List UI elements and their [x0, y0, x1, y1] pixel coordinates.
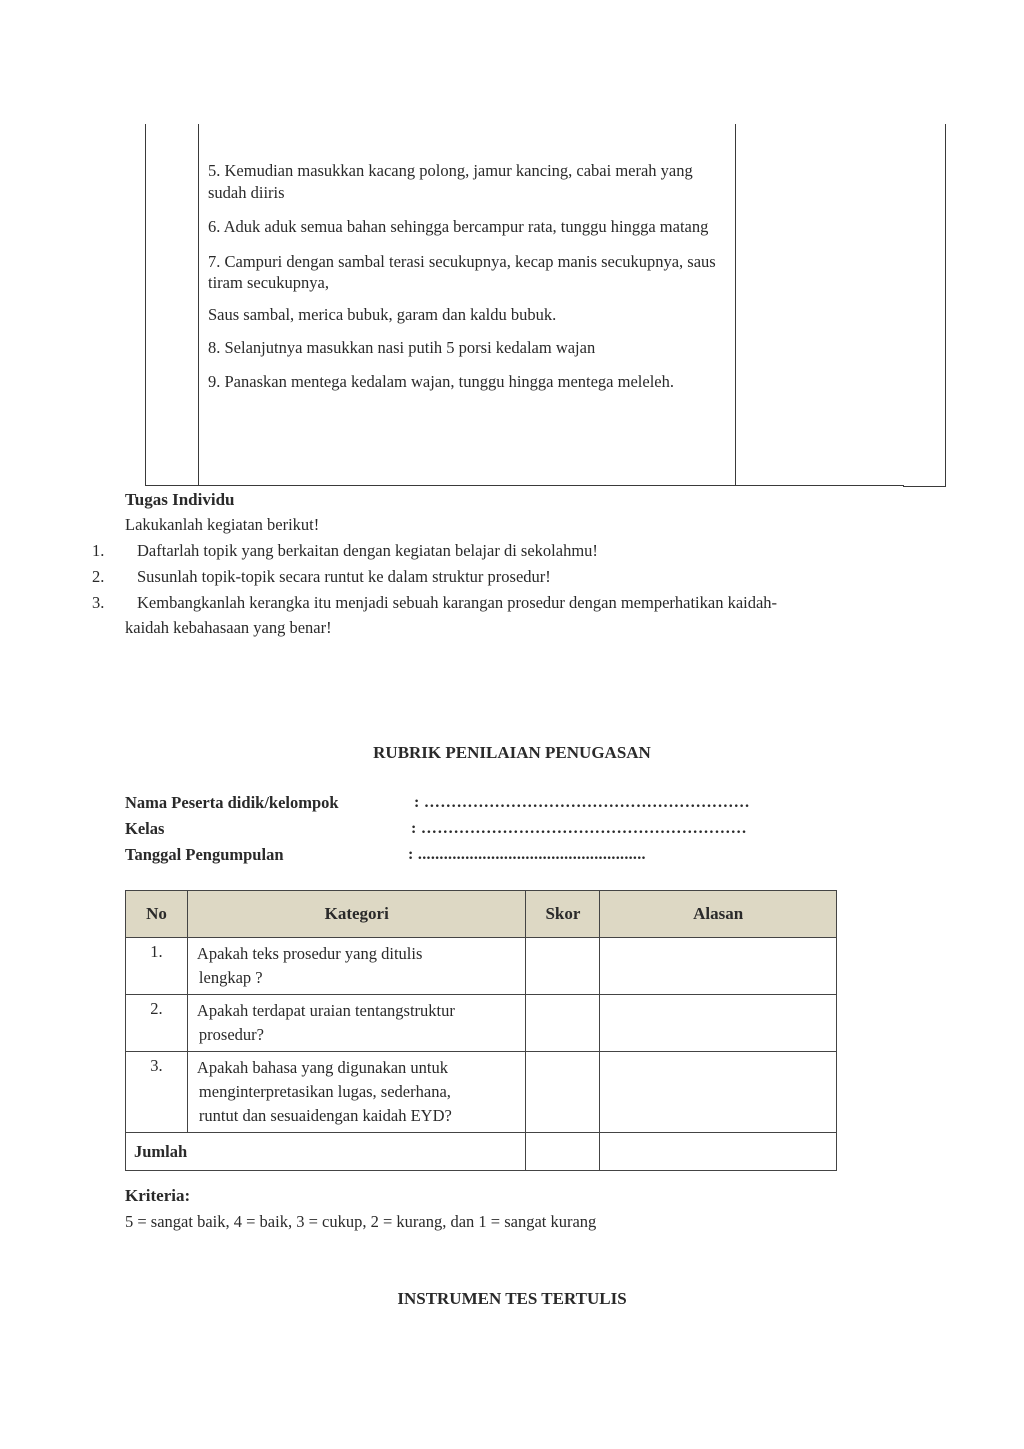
table-total-row — [126, 1133, 837, 1171]
row-number: 3. — [126, 1052, 188, 1133]
task-text: Kembangkanlah kerangka itu menjadi sebuah karangan prosedur dengan memperhatikan kaidah- — [137, 593, 778, 612]
kategori-line: runtut dan sesuaidengan kaidah EYD? — [198, 1106, 452, 1125]
row-kategori — [187, 995, 526, 1052]
kategori-line: prosedur? — [198, 1025, 264, 1044]
total-skor — [526, 1133, 600, 1171]
task-number: 2. — [92, 567, 105, 586]
tugas-intro: Lakukanlah kegiatan berikut! — [125, 515, 320, 534]
task-item — [92, 567, 551, 587]
kriteria-text: 5 = sangat baik, 4 = baik, 3 = cukup, 2 = kurang, dan 1 = sangat kurang — [125, 1212, 597, 1231]
table-row — [126, 1052, 837, 1133]
kategori-line: Apakah terdapat uraian tentangstruktur — [196, 1001, 455, 1020]
step-item: 6. Aduk aduk semua bahan sehingga bercampur rata, tunggu hingga matang — [208, 217, 709, 236]
step-item: 9. Panaskan mentega kedalam wajan, tunggu hingga mentega meleleh. — [208, 371, 674, 391]
header-kategori: Kategori — [187, 891, 526, 938]
table-border-bottom — [145, 485, 904, 486]
rubrik-title: RUBRIK PENILAIAN PENUGASAN — [373, 743, 651, 762]
row-kategori — [187, 1052, 526, 1133]
field-value-tanggal: : ..................................................... — [408, 846, 646, 863]
header-skor: Skor — [526, 891, 600, 938]
task-item — [92, 593, 778, 613]
table-divider-1 — [198, 124, 199, 486]
total-label: Jumlah — [126, 1133, 526, 1171]
kategori-line: menginterpretasikan lugas, sederhana, — [198, 1082, 451, 1101]
table-header-row — [126, 891, 837, 938]
task-text-continuation: kaidah kebahasaan yang benar! — [125, 618, 332, 637]
row-alasan — [600, 1052, 837, 1133]
field-label-kelas: Kelas — [125, 819, 165, 838]
task-number: 1. — [92, 541, 105, 560]
step-item: 5. Kemudian masukkan kacang polong, jamur kancing, cabai merah yang sudah diiris — [208, 161, 693, 202]
task-item — [92, 541, 598, 561]
field-label-nama: Nama Peserta didik/kelompok — [125, 793, 339, 812]
table-row — [126, 995, 837, 1052]
header-no: No — [126, 891, 188, 938]
table-divider-2 — [735, 124, 736, 486]
row-number: 1. — [126, 938, 188, 995]
tugas-title: Tugas Individu — [125, 490, 235, 509]
row-skor — [526, 1052, 600, 1133]
steps-table — [145, 124, 946, 486]
table-border-bottom-end — [903, 486, 946, 487]
row-alasan — [600, 995, 837, 1052]
kategori-line: lengkap ? — [198, 968, 263, 987]
field-value-kelas: : …………………………………………………… — [411, 820, 747, 837]
task-text: Daftarlah topik yang berkaitan dengan kegiatan belajar di sekolahmu! — [137, 541, 598, 560]
row-alasan — [600, 938, 837, 995]
total-alasan — [600, 1133, 837, 1171]
instrumen-title: INSTRUMEN TES TERTULIS — [397, 1289, 627, 1308]
table-border-right — [945, 124, 946, 486]
table-border-left — [145, 124, 146, 486]
table-row — [126, 938, 837, 995]
kategori-line: Apakah teks prosedur yang ditulis — [196, 944, 423, 963]
step-item: 8. Selanjutnya masukkan nasi putih 5 porsi kedalam wajan — [208, 338, 596, 357]
steps-list — [208, 160, 728, 405]
step-item: Saus sambal, merica bubuk, garam dan kaldu bubuk. — [208, 304, 557, 324]
row-skor — [526, 995, 600, 1052]
field-label-tanggal: Tanggal Pengumpulan — [125, 845, 284, 864]
kriteria-title: Kriteria: — [125, 1186, 191, 1205]
task-text: Susunlah topik-topik secara runtut ke dalam struktur prosedur! — [137, 567, 551, 586]
task-number: 3. — [92, 593, 105, 612]
step-item: 7. Campuri dengan sambal terasi secukupnya, kecap manis secukupnya, saus tiram secukupnya, — [208, 251, 716, 292]
row-skor — [526, 938, 600, 995]
kategori-line: Apakah bahasa yang digunakan untuk — [196, 1058, 448, 1077]
row-number: 2. — [126, 995, 188, 1052]
header-alasan: Alasan — [600, 891, 837, 938]
field-value-nama: : …………………………………………………… — [414, 794, 750, 811]
rubric-table — [125, 890, 837, 1171]
row-kategori — [187, 938, 526, 995]
